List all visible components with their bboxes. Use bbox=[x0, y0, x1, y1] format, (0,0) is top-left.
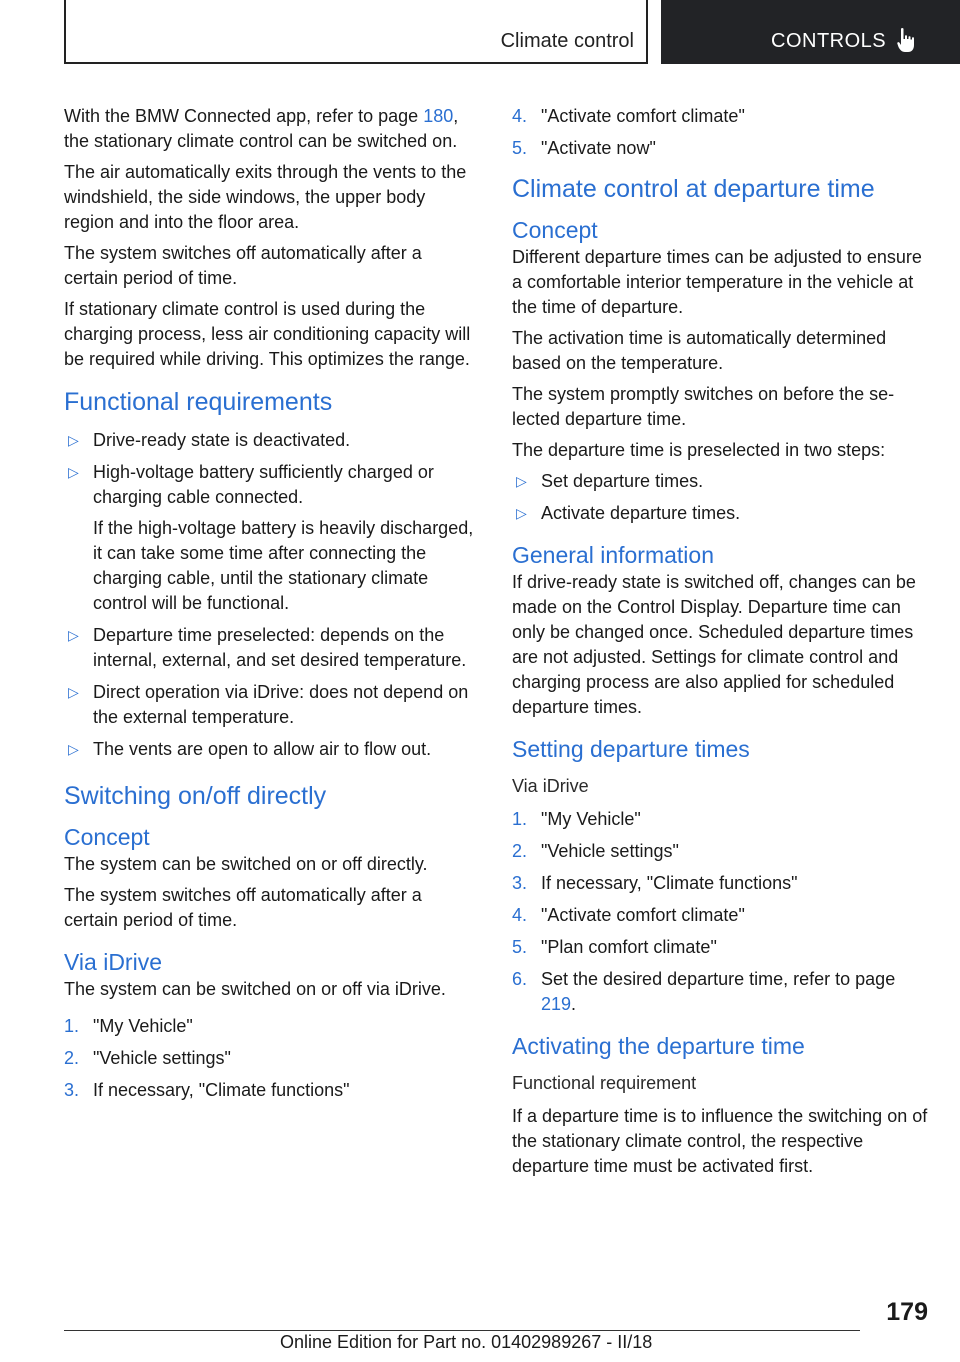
air-vents-paragraph: The air automatically exits through the vents to the windshield, the side windows, the upper body region and into the floor area. bbox=[64, 162, 467, 232]
list-item: ▷ Departure time preselected: depends on the internal, external, and set desired temperature. bbox=[68, 625, 467, 670]
triangle-bullet-icon: ▷ bbox=[516, 505, 527, 521]
auto-off-paragraph: The system switches off automatically after a certain period of time. bbox=[64, 243, 422, 288]
header-section-title: Climate control bbox=[500, 30, 634, 52]
list-item: 2. "Vehicle settings" bbox=[64, 1048, 231, 1068]
page-link-219[interactable]: 219 bbox=[541, 994, 572, 1014]
departure-concept-heading: Concept bbox=[512, 217, 598, 243]
header-chapter-title: CONTROLS bbox=[771, 30, 887, 52]
via-idrive-label: Via iDrive bbox=[512, 776, 589, 796]
via-idrive-paragraph: The system can be switched on or off via iDrive. bbox=[64, 979, 446, 999]
triangle-bullet-icon: ▷ bbox=[68, 684, 79, 700]
general-information-paragraph: If drive-ready state is switched off, changes can be made on the Control Display. Departure time can only be changed once. Scheduled departure times are not adjusted. Settings for climate control and charging process are also applied for scheduled departure times. bbox=[512, 572, 916, 717]
concept-paragraph-1: The system can be switched on or off directly. bbox=[64, 854, 428, 874]
left-column bbox=[64, 104, 479, 1110]
functional-requirements-heading: Functional requirements bbox=[64, 388, 333, 416]
concept-paragraph-2: The system switches off automatically after a certain period of time. bbox=[64, 885, 422, 930]
via-idrive-heading: Via iDrive bbox=[64, 949, 162, 975]
departure-concept-paragraph-2: The activation time is automatically determined based on the temperature. bbox=[512, 328, 887, 373]
idrive-steps-list bbox=[64, 1014, 479, 1103]
pointing-hand-icon bbox=[897, 27, 919, 53]
setting-steps-list bbox=[512, 807, 930, 1017]
list-item: ▷ Activate departure times. bbox=[512, 501, 930, 526]
list-item: ▷ The vents are open to allow air to flow out. bbox=[64, 737, 479, 762]
general-information-heading: General information bbox=[512, 542, 714, 568]
list-item: 1. "My Vehicle" bbox=[512, 809, 641, 829]
header-section-box bbox=[64, 0, 648, 64]
list-item: 4. "Activate comfort climate" bbox=[512, 106, 745, 126]
footer-text bbox=[280, 1332, 652, 1353]
departure-concept-paragraph-3: The system promptly switches on before the selected departure time. bbox=[512, 384, 895, 429]
functional-requirements-list bbox=[64, 428, 479, 762]
charging-paragraph: If stationary climate control is used during the charging process, less air conditioning capacity will be required while driving. This optimizes the range. bbox=[64, 299, 471, 369]
functional-requirement-label: Functional requirement bbox=[512, 1073, 697, 1093]
list-item: 5. "Plan comfort climate" bbox=[512, 937, 717, 957]
list-item: 1. "My Vehicle" bbox=[64, 1016, 193, 1036]
right-column bbox=[512, 104, 930, 1185]
triangle-bullet-icon: ▷ bbox=[68, 464, 79, 480]
page-link-180[interactable]: 180 bbox=[423, 106, 454, 126]
list-item: 3. If necessary, "Climate functions" bbox=[64, 1080, 350, 1100]
idrive-steps-continued bbox=[512, 104, 930, 161]
battery-note: If the high-voltage battery is heavily discharged, it can take some time after connecting the charging cable, until the stationary climate control will be functional. bbox=[93, 518, 474, 613]
header-chapter-box bbox=[661, 0, 960, 64]
setting-departure-heading: Setting departure times bbox=[512, 736, 750, 762]
activating-departure-heading: Activating the departure time bbox=[512, 1033, 805, 1059]
departure-concept-paragraph-4: The departure time is preselected in two steps: bbox=[512, 440, 886, 460]
triangle-bullet-icon: ▷ bbox=[68, 627, 79, 643]
footer-divider bbox=[64, 1330, 860, 1331]
intro-paragraph: With the BMW Connected app, refer to page 180, the stationary climate control can be switched on. bbox=[64, 106, 459, 151]
departure-concept-paragraph-1: Different departure times can be adjusted to ensure a comfortable interior temperature in the vehicle at the time of departure. bbox=[512, 247, 922, 317]
list-item: ▷ Direct operation via iDrive: does not depend on the external temperature. bbox=[68, 682, 469, 727]
switching-heading: Switching on/off directly bbox=[64, 782, 327, 810]
list-item: 2. "Vehicle settings" bbox=[512, 841, 679, 861]
page-number: 179 bbox=[886, 1298, 928, 1326]
triangle-bullet-icon: ▷ bbox=[68, 432, 79, 448]
departure-time-heading: Climate control at departure time bbox=[512, 175, 875, 203]
triangle-bullet-icon: ▷ bbox=[516, 473, 527, 489]
list-item: 5. "Activate now" bbox=[512, 138, 656, 158]
list-item: ▷ Set departure times. bbox=[512, 469, 930, 494]
triangle-bullet-icon: ▷ bbox=[68, 741, 79, 757]
activating-paragraph: If a departure time is to influence the switching on of the stationary climate control, the respective departure time must be activated first. bbox=[512, 1106, 928, 1176]
list-item: ▷ High-voltage battery sufficiently charged or charging cable connected. If the high-voltage battery is heavily discharged, it can take some time after connecting the charging cable, until the stationary climate control will be functional. bbox=[64, 460, 479, 616]
concept-heading: Concept bbox=[64, 824, 150, 850]
list-item: 6. Set the desired departure time, refer to page 219. bbox=[512, 969, 896, 1014]
list-item: ▷ Drive-ready state is deactivated. bbox=[64, 428, 479, 453]
edition-label: Online Edition for Part no. 01402989267 - II/18 bbox=[280, 1332, 653, 1352]
departure-steps-list bbox=[512, 469, 930, 526]
list-item: 4. "Activate comfort climate" bbox=[512, 905, 745, 925]
list-item: 3. If necessary, "Climate functions" bbox=[512, 873, 798, 893]
